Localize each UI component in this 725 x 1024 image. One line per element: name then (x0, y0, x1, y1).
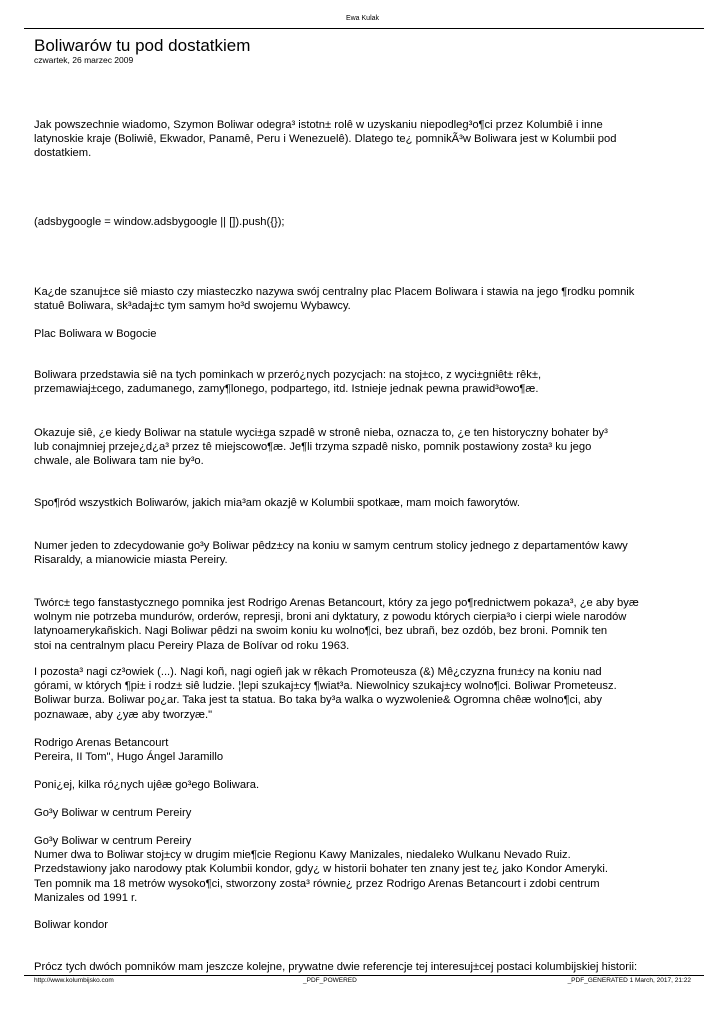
paragraph-central-square: Ka¿de szanuj±ce siê miasto czy miasteczko nazywa swój centralny plac Placem Boliwara i stawia na jego ¶rodku pomnik statuê Boliwara, sk³adaj±c tym samym ho³d swojemu Wybawcy. (34, 286, 635, 313)
paragraph-closing: Prócz tych dwóch pomników mam jeszcze kolejne, prywatne dwie referencje tej interesuj±cej postaci kolumbijskiej historii: (34, 961, 638, 973)
article-date: czwartek, 26 marzec 2009 (34, 55, 134, 65)
footer-generated: _PDF_GENERATED 1 March, 2017, 21:22 (567, 977, 691, 984)
caption-bogota: Plac Boliwara w Bogocie (34, 328, 157, 340)
paragraph-sword: Okazuje siê, ¿e kiedy Boliwar na statule wyci±ga szpadê w stronê nieba, oznacza to, ¿e ten historyczny bohater by³ lub conajmniej przeje¿d¿a³ przez tê miejscowo¶æ. Je¶li trzyma szpadê nisko, pomnik postawiony zosta³ ku jego chwale, ale Boliwara tam nie by³o. (34, 427, 608, 468)
caption-pereira: Go³y Boliwar w centrum Pereiry (34, 807, 192, 819)
paragraph-creator: Twórc± tego fanstastycznego pomnika jest Rodrigo Arenas Betancourt, który za jego po¶rednictwem pokaza³, ¿e aby byæ wolnym nie potrzeba mundurów, orderów, represji, broni ani dyktatury, z powodu których cierpia³o i cierpi wiele narodów latynoamerykañskich. Nagi Boliwar pêdzi na swoim koniu ku wolno¶ci, bez ubrañ, bez ozdób, bez broni. Pomnik ten stoi na centralnym placu Pereiry Plaza de Bolívar od roku 1963. (34, 597, 639, 652)
caption-condor: Boliwar kondor (34, 919, 108, 931)
paragraph-ad-script: (adsbygoogle = window.adsbygoogle || []).push({}); (34, 216, 285, 228)
footer-divider (24, 975, 704, 976)
paragraph-citation: Rodrigo Arenas Betancourt Pereira, II Tom", Hugo Ángel Jaramillo (34, 737, 224, 764)
paragraph-number-two: Go³y Boliwar w centrum Pereiry Numer dwa to Boliwar stoj±cy w drugim mie¶cie Regionu Kawy Manizales, niedaleko Wulkanu Nevado Ruiz. Przedstawiony jako narodowy ptak Kolumbii kondor, gdy¿ w historii bohater ten znany jest te¿ jako Kondor Ameryki. Ten pomnik ma 18 metrów wysoko¶ci, stworzony zosta³ równie¿ przez Rodrigo Arenas Betancourt i zdobi centrum Manizales od 1991 r. (34, 835, 608, 904)
paragraph-quote: I pozosta³ nagi cz³owiek (...). Nagi koñ, nagi ogieñ jak w rêkach Promoteusza (&) Mê¿czyzna frun±cy na koniu nad górami, w których ¶pi± i rodz± siê ludzie. ¦lepi szukaj±cy ¶wiat³a. Niewolnicy szukaj±cy wolno¶ci. Boliwar Prometeusz. Boliwar burza. Boliwar po¿ar. Taka jest ta statua. Bo taka by³a walka o wyzwolenie& Ogromna chêæ wolno¶ci, aby poznawaæ, aby ¿yæ aby tworzyæ." (34, 666, 617, 721)
paragraph-favorites: Spo¶ród wszystkich Boliwarów, jakich mia³am okazjê w Kolumbii spotkaæ, mam moich faworytów. (34, 497, 520, 509)
footer-url: http://www.kolumbijsko.com (34, 977, 114, 984)
header-divider (24, 28, 704, 29)
paragraph-number-one: Numer jeden to zdecydowanie go³y Boliwar pêdz±cy na koniu w samym centrum stolicy jednego z departamentów kawy Risaraldy, a mianowicie miasta Pereiry. (34, 540, 628, 567)
footer-powered: _PDF_POWERED (303, 977, 357, 984)
paragraph-intro: Jak powszechnie wiadomo, Szymon Boliwar odegra³ istotn± rolê w uzyskaniu niepodleg³o¶ci przez Kolumbiê i inne latynoskie kraje (Boliwiê, Ekwador, Panamê, Peru i Wenezuelê). Dlatego te¿ pomnikÃ³w Boliwara jest w Kolumbii pod dostatkiem. (34, 119, 617, 160)
author-header: Ewa Kulak (345, 15, 380, 22)
article-title: Boliwarów tu pod dostatkiem (34, 36, 251, 55)
paragraph-poses: Boliwara przedstawia siê na tych pominkach w przeró¿nych pozycjach: na stoj±co, z wyci±gniêt± rêk±, przemawiaj±cego, zadumanego, zamy¶lonego, podpartego, itd. Istnieje jednak pewna prawid³owo¶æ. (34, 369, 542, 396)
paragraph-views: Poni¿ej, kilka ró¿nych ujêæ go³ego Boliwara. (34, 779, 260, 791)
